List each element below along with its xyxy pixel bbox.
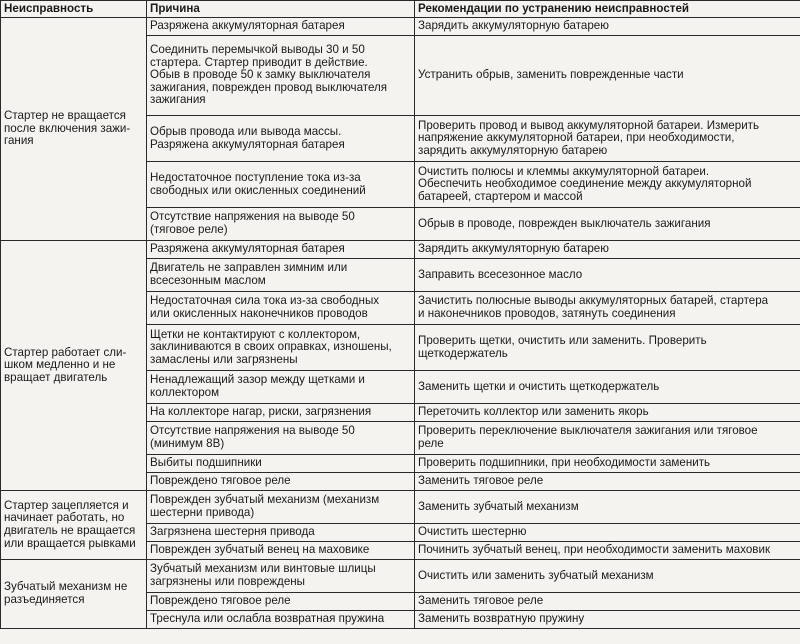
header-fault: Неисправность [1,1,147,18]
table-row [1,491,800,524]
cause-cell: Щетки не контактируют с коллектором, заклиниваются в своих оправках, изношены, замаслены или загрязнены [147,325,415,371]
cause-cell: Разряжена аккумуляторная батарея [147,18,415,36]
cause-cell: Ненадлежащий зазор между щетками и коллектором [147,371,415,404]
remedy-cell: Починить зубчатый венец, при необходимости заменить маховик [415,542,800,560]
remedy-cell: Зарядить аккумуляторную батарею [415,241,800,259]
remedy-cell: Зарядить аккумуляторную батарею [415,18,800,36]
fault-cell-starter-engages: Стартер зацепляется и начинает работать, но двигатель не вращается или вращается рывками [1,491,147,560]
remedy-cell: Очистить или заменить зубчатый механизм [415,560,800,593]
remedy-cell: Зачистить полюсные выводы аккумуляторных батарей, стартера и наконечников проводов, затянуть соединения [415,292,800,325]
cause-cell: Отсутствие напряжения на выводе 50 (минимум 8В) [147,422,415,455]
remedy-cell: Заменить зубчатый механизм [415,491,800,524]
remedy-cell: Заправить всесезонное масло [415,259,800,292]
cause-cell: Двигатель не заправлен зимним или всесезонным маслом [147,259,415,292]
remedy-cell: Проверить подшипники, при необходимости заменить [415,455,800,473]
cause-cell: Выбиты подшипники [147,455,415,473]
remedy-cell: Переточить коллектор или заменить якорь [415,404,800,422]
remedy-cell: Устранить обрыв, заменить поврежденные части [415,36,800,116]
fault-cell-starter-slow: Стартер работает сли- шком медленно и не вращает двигатель [1,241,147,491]
table-row [1,18,800,36]
header-cause: Причина [147,1,415,18]
fault-cell-starter-not-turning: Стартер не вращается после включения зажи- гания [1,18,147,241]
remedy-cell: Проверить провод и вывод аккумуляторной батареи. Измерить напряжение аккумуляторной батареи, при необходимости, зарядить аккумуляторную батарею [415,116,800,162]
cause-cell: Обрыв провода или вывода массы. Разряжена аккумуляторная батарея [147,116,415,162]
header-row [1,1,800,18]
table-row [1,560,800,593]
fault-cell-gear-not-disengaging: Зубчатый механизм не разъединяется [1,560,147,629]
cause-cell: Треснула или ослабла возвратная пружина [147,611,415,629]
cause-cell: Загрязнена шестерня привода [147,524,415,542]
cause-cell: Соединить перемычкой выводы 30 и 50 стартера. Стартер приводит в действие. Обыв в проводе 50 к замку выключателя зажигания, поврежден провод выключателя зажигания [147,36,415,116]
cause-cell: Поврежден зубчатый механизм (механизм шестерни привода) [147,491,415,524]
cause-cell: Поврежден зубчатый венец на маховике [147,542,415,560]
remedy-cell: Очистить полюсы и клеммы аккумуляторной батареи. Обеспечить необходимое соединение между аккумуляторной батареей, стартером и массой [415,162,800,208]
remedy-cell: Заменить щетки и очистить щеткодержатель [415,371,800,404]
remedy-cell: Очистить шестерню [415,524,800,542]
remedy-cell: Заменить тяговое реле [415,593,800,611]
cause-cell: Недостаточное поступление тока из-за свободных или окисленных соединений [147,162,415,208]
cause-cell: Зубчатый механизм или винтовые шлицы загрязнены или повреждены [147,560,415,593]
cause-cell: Разряжена аккумуляторная батарея [147,241,415,259]
cause-cell: Отсутствие напряжения на выводе 50 (тяговое реле) [147,208,415,241]
cause-cell: Повреждено тяговое реле [147,593,415,611]
remedy-cell: Заменить возвратную пружину [415,611,800,629]
remedy-cell: Обрыв в проводе, поврежден выключатель зажигания [415,208,800,241]
remedy-cell: Заменить тяговое реле [415,473,800,491]
header-remedy: Рекомендации по устранению неисправностей [415,1,800,18]
remedy-cell: Проверить щетки, очистить или заменить. Проверить щеткодержатель [415,325,800,371]
cause-cell: На коллекторе нагар, риски, загрязнения [147,404,415,422]
table-row [1,241,800,259]
cause-cell: Недостаточная сила тока из-за свободных или окисленных наконечников проводов [147,292,415,325]
remedy-cell: Проверить переключение выключателя зажигания или тяговое реле [415,422,800,455]
cause-cell: Повреждено тяговое реле [147,473,415,491]
